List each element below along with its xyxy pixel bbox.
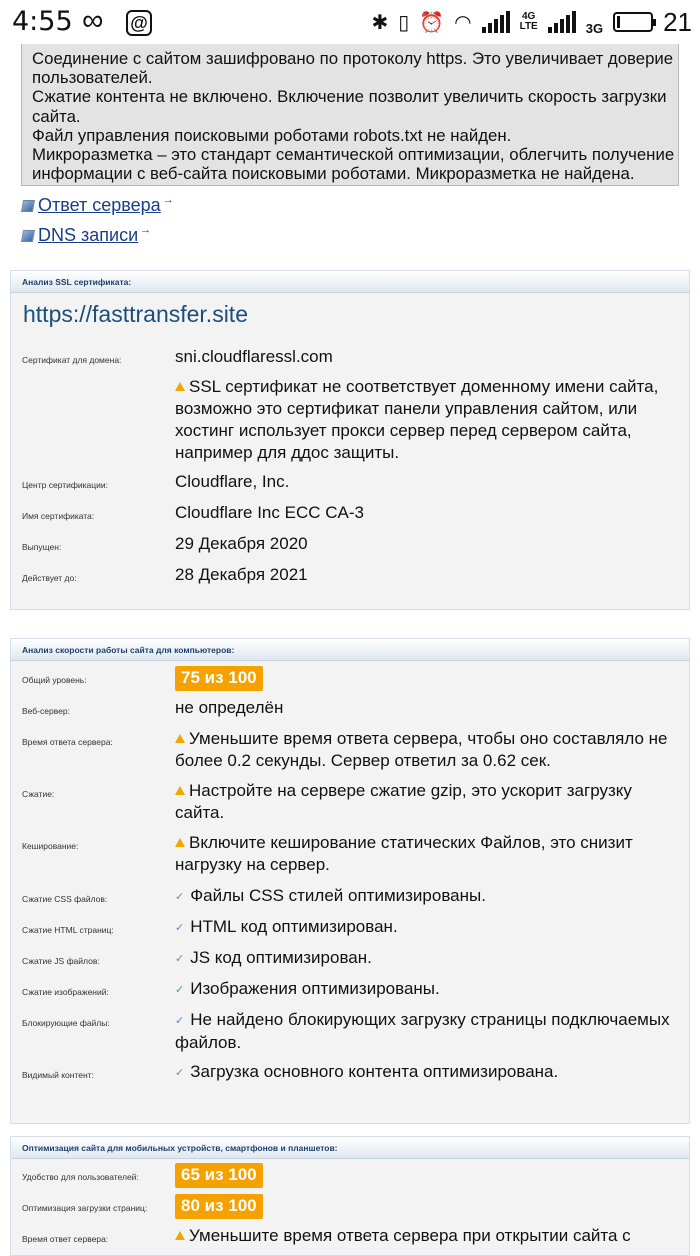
ssl-value-ca: Cloudflare, Inc. bbox=[175, 472, 290, 491]
check-icon: ✓ bbox=[175, 922, 185, 934]
ssl-label-certificate: Сертификат для домена: bbox=[22, 355, 122, 365]
link-bullet-icon bbox=[21, 200, 35, 212]
desktop-label-webserver: Веб-сервер: bbox=[22, 706, 70, 716]
desktop-label-js: Сжатие JS файлов: bbox=[22, 956, 100, 966]
ssl-value-name: Cloudflare Inc ECC CA-3 bbox=[175, 503, 364, 522]
3g-label: 3G bbox=[585, 21, 604, 36]
server-response-link[interactable]: Ответ сервера bbox=[38, 195, 161, 215]
score-badge: 75 из 100 bbox=[175, 666, 263, 691]
desktop-label-caching: Кеширование: bbox=[22, 841, 79, 851]
status-time: 4:55 bbox=[12, 6, 73, 37]
external-link-icon: → bbox=[140, 223, 152, 236]
battery-level: 21 bbox=[663, 6, 692, 37]
visible-text: Загрузка основного контента оптимизирована. bbox=[190, 1062, 559, 1081]
mobile-label-loading: Оптимизация загрузки страниц: bbox=[22, 1203, 148, 1213]
compression-text: Настройте на сервере сжатие gzip, это ускорит загрузку сайта. bbox=[175, 781, 632, 822]
vibrate-icon: ▯ bbox=[398, 10, 410, 34]
js-text: JS код оптимизирован. bbox=[190, 948, 372, 967]
mobile-label-usability: Удобство для пользователей: bbox=[22, 1172, 139, 1182]
caching-text: Включите кеширование статических Файлов, это снизит нагрузку на сервер. bbox=[175, 833, 633, 874]
signal-icon-2 bbox=[548, 11, 576, 33]
ssl-value-issued: 29 Декабря 2020 bbox=[175, 534, 308, 553]
desktop-value-response bbox=[175, 728, 685, 772]
external-link-icon: → bbox=[162, 193, 174, 206]
desktop-label-images: Сжатие изображений: bbox=[22, 987, 109, 997]
desktop-label-visible: Видимый контент: bbox=[22, 1070, 94, 1080]
desktop-value-caching bbox=[175, 832, 685, 876]
warning-icon bbox=[175, 786, 185, 795]
check-icon: ✓ bbox=[175, 984, 185, 996]
link-bullet-icon bbox=[21, 230, 35, 242]
ssl-label-name: Имя сертификата: bbox=[22, 511, 95, 521]
warning-icon bbox=[175, 838, 185, 847]
ssl-warning bbox=[175, 376, 685, 464]
desktop-value-html bbox=[175, 916, 685, 939]
desktop-value-images bbox=[175, 978, 685, 1001]
message-robots: Файл управления поисковыми роботами robots.txt не найден. bbox=[32, 125, 512, 145]
mobile-panel bbox=[10, 1136, 690, 1256]
bluetooth-icon: ✱ bbox=[371, 10, 389, 34]
ssl-panel bbox=[10, 270, 690, 610]
check-icon: ✓ bbox=[175, 1067, 185, 1079]
desktop-value-compression bbox=[175, 780, 685, 824]
desktop-label-overall: Общий уровень: bbox=[22, 675, 87, 685]
status-bar bbox=[0, 0, 700, 44]
ssl-value-certificate bbox=[175, 346, 685, 464]
css-text: Файлы CSS стилей оптимизированы. bbox=[190, 886, 486, 905]
warning-icon bbox=[175, 382, 185, 391]
desktop-value-css bbox=[175, 885, 685, 908]
ssl-domain: https://fasttransfer.site bbox=[23, 301, 248, 327]
desktop-value-overall bbox=[175, 666, 685, 691]
score-badge: 80 из 100 bbox=[175, 1194, 263, 1219]
wifi-icon: ◠ bbox=[454, 10, 472, 34]
dns-records-link[interactable]: DNS записи bbox=[38, 225, 139, 245]
desktop-value-webserver: не определён bbox=[175, 698, 284, 717]
mobile-value-usability bbox=[175, 1163, 685, 1188]
message-microdata: Микроразметка – это стандарт семантической оптимизации, облегчить получение информации с веб-сайта поисковыми роботами. Микроразметка не найдена. bbox=[32, 145, 675, 184]
mobile-panel-header: Оптимизация сайта для мобильных устройств, смартфонов и планшетов: bbox=[11, 1137, 689, 1159]
score-badge: 65 из 100 bbox=[175, 1163, 263, 1188]
ssl-value-valid: 28 Декабря 2021 bbox=[175, 565, 308, 584]
lte-label: 4G LTE bbox=[519, 11, 538, 32]
desktop-label-blocking: Блокирующие файлы: bbox=[22, 1018, 110, 1028]
desktop-label-css: Сжатие CSS файлов: bbox=[22, 894, 108, 904]
ssl-certificate-domain: sni.cloudflaressl.com bbox=[175, 347, 333, 366]
dns-records-link-row[interactable] bbox=[22, 225, 151, 246]
ssl-label-valid: Действует до: bbox=[22, 573, 77, 583]
mobile-value-loading bbox=[175, 1194, 685, 1219]
desktop-speed-panel bbox=[10, 638, 690, 1124]
response-text: Уменьшите время ответа сервера, чтобы оно составляло не более 0.2 секунды. Сервер ответил за 0.62 сек. bbox=[175, 729, 668, 770]
warning-icon bbox=[175, 1231, 185, 1240]
check-icon: ✓ bbox=[175, 953, 185, 965]
blocking-text: Не найдено блокирующих загрузку страницы подключаемых файлов. bbox=[175, 1010, 670, 1052]
desktop-panel-header: Анализ скорости работы сайта для компьютеров: bbox=[11, 639, 689, 661]
desktop-value-visible bbox=[175, 1061, 685, 1084]
check-icon: ✓ bbox=[175, 1015, 185, 1027]
alarm-icon: ⏰ bbox=[419, 10, 445, 34]
battery-icon bbox=[613, 12, 653, 32]
message-https: Соединение с сайтом зашифровано по протоколу https. Это увеличивает доверие пользователей. bbox=[32, 49, 674, 88]
infinity-icon: ∞ bbox=[82, 4, 104, 37]
ssl-panel-header: Анализ SSL сертификата: bbox=[11, 271, 689, 293]
warning-icon bbox=[175, 734, 185, 743]
images-text: Изображения оптимизированы. bbox=[190, 979, 440, 998]
desktop-value-js bbox=[175, 947, 685, 970]
mobile-response-text: Уменьшите время ответа сервера при открытии сайта с bbox=[189, 1226, 631, 1245]
at-sign-icon: @ bbox=[126, 10, 152, 36]
status-icons bbox=[371, 6, 692, 38]
check-icon: ✓ bbox=[175, 891, 185, 903]
desktop-label-compression: Сжатие: bbox=[22, 789, 55, 799]
signal-icon bbox=[482, 11, 510, 33]
mobile-label-response: Время ответ сервера: bbox=[22, 1234, 109, 1244]
server-response-link-row[interactable] bbox=[22, 195, 174, 216]
ssl-label-ca: Центр сертификации: bbox=[22, 480, 108, 490]
html-text: HTML код оптимизирован. bbox=[190, 917, 398, 936]
desktop-label-response: Время ответа сервера: bbox=[22, 737, 113, 747]
desktop-label-html: Сжатие HTML страниц: bbox=[22, 925, 114, 935]
message-compression: Сжатие контента не включено. Включение позволит увеличить скорость загрузки сайта. bbox=[32, 87, 667, 126]
ssl-label-issued: Выпущен: bbox=[22, 542, 62, 552]
desktop-value-blocking bbox=[175, 1009, 685, 1054]
ssl-warning-text: SSL сертификат не соответствует доменному имени сайта, возможно это сертификат панели управления сайтом, или хостинг использует прокси сервер перед сервером сайта, например для ддос защиты. bbox=[175, 377, 659, 462]
